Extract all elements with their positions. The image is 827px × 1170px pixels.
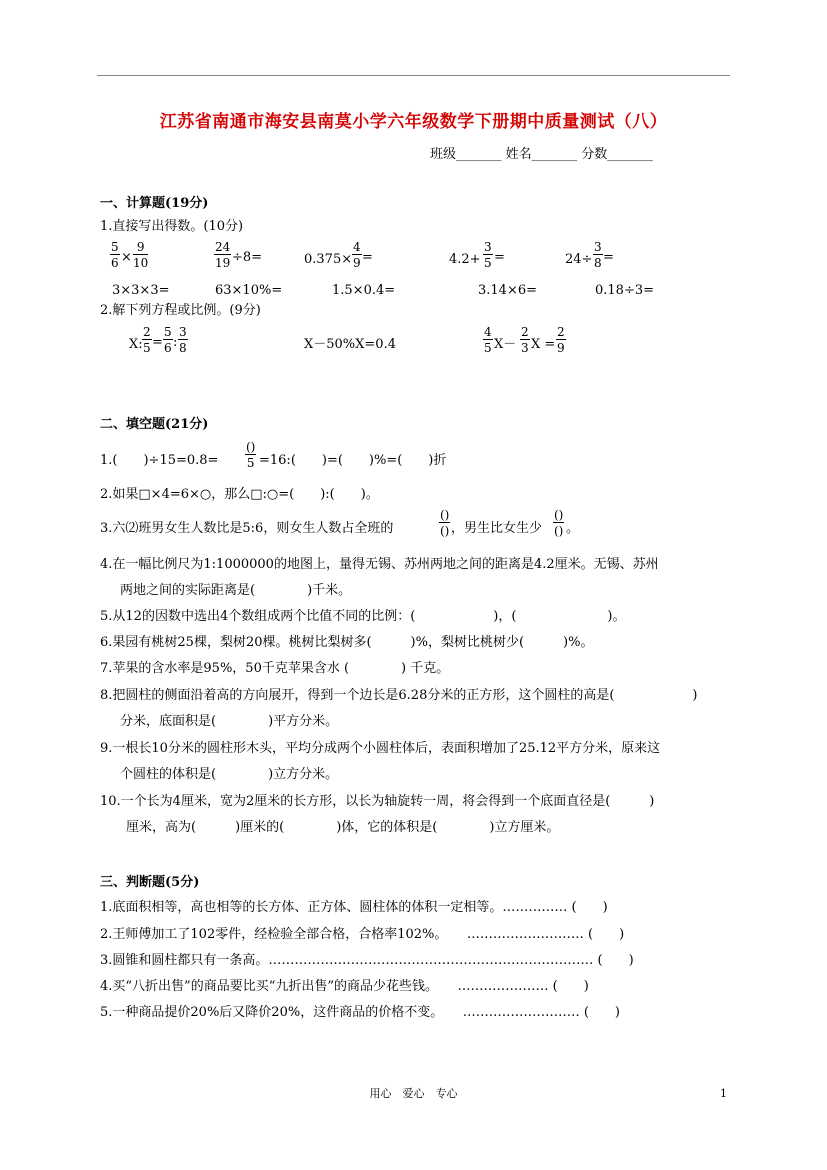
equation-text: X = [531,337,556,352]
question-2-10-cont: 厘米，高为( )厘米的( )体，它的体积是( )立方厘米。 [126,820,560,835]
expression-text: = [603,250,614,265]
expression-text: 24÷ [565,252,593,267]
header-rule [97,75,730,76]
judgment-item: 5.一种商品提价20%后又降价20%，这件商品的价格不变。 ……………………… ( ) [100,1005,620,1020]
question-2-8: 8.把圆柱的侧面沿着高的方向展开，得到一个边长是6.28分米的正方形，这个圆柱的高是( ) [100,688,698,703]
question-2-7: 7.苹果的含水率是95%，50千克苹果含水 ( ) 千克。 [100,661,450,676]
expression-text: 0.375× [304,252,353,267]
question-2-2: 2.如果□×4=6×○，那么□:○=( ):( )。 [100,487,379,502]
fraction: () () [554,508,564,538]
question-2-3-mid: ，男生比女生少 [451,521,543,536]
fraction: $\frac{2}{9}$ [557,325,565,355]
section-2-heading: 二、填空题(21分) [100,417,209,432]
question-2-4: 4.在一幅比例尺为1:1000000的地图上，量得无锡、苏州两地之间的距离是4.2厘米。无锡、苏州 [100,557,659,572]
expression-text: ÷8= [232,250,263,265]
judgment-item: 3.圆锥和圆柱都只有一条高。………………………………………………………………… ( ) [100,953,634,968]
fraction: () () [440,508,450,538]
fraction: $\frac{2}{3}$ [521,325,529,355]
section-3-heading: 三、判断题(5分) [100,875,200,890]
page-title: 江苏省南通市海安县南莫小学六年级数学下册期中质量测试（八） [159,112,668,132]
fraction: $\frac{3}{8}$ [179,325,187,355]
fraction: $\frac{24}{19}$ [215,240,231,270]
question-2-9: 9.一根长10分米的圆柱形木头，平均分成两个小圆柱体后，表面积增加了25.12平方分米，原来这 [100,741,661,756]
fraction: $\frac{5}{6}$ [164,325,172,355]
question-2-6: 6.果园有桃树25棵，梨树20棵。桃树比梨树多( )%，梨树比桃树少( )%。 [100,635,594,650]
expression-text: 3×3×3= [112,283,170,298]
question-2-4-cont: 两地之间的实际距离是( )千米。 [120,583,352,598]
question-2-5: 5.从12的因数中选出4个数组成两个比值不同的比例：( )，( )。 [100,609,626,624]
fraction: $\frac{3}{5}$ [484,240,492,270]
equation-text: X: [129,337,143,352]
expression-text: 1.5×0.4= [332,283,396,298]
fraction: $\frac{9}{10}$ [133,240,149,270]
expression-text: 0.18÷3= [595,283,655,298]
fraction: $\frac{2}{5}$ [143,325,151,355]
question-2-1: 1.( )÷15=0.8= [100,453,219,468]
page-footer: 用心 爱心 专心 [369,1087,458,1100]
question-2-3: 3.六⑵班男女生人数比是5:6，则女生人数占全班的 [100,521,394,536]
expression-text: 63×10%= [215,283,283,298]
expression-text: 4.2+ [449,252,481,267]
section-1-heading: 一、计算题(19分) [100,196,209,211]
fraction: $\frac{3}{8}$ [594,240,602,270]
fraction: $\frac{5}{6}$ [111,240,119,270]
question-2-3-end: 。 [566,521,580,536]
page-number: 1 [720,1087,727,1100]
equation-text: X－ [494,337,517,352]
expression-text: 3.14×6= [478,283,538,298]
operator: × [121,250,132,265]
fraction: () 5 [246,440,256,470]
fraction: $\frac{4}{5}$ [484,325,492,355]
expression-text: = [362,250,373,265]
equation-text: X－50%X=0.4 [304,337,396,352]
question-2-8-cont: 分米，底面积是( )平方分米。 [120,714,339,729]
judgment-item: 1.底面积相等，高也相等的长方体、正方体、圆柱体的体积一定相等。…………… ( ) [100,900,608,915]
judgment-item: 2.王师傅加工了102零件，经检验全部合格，合格率102%。 ……………………… ( ) [100,927,625,942]
student-info-line: 班级_______ 姓名_______ 分数_______ [430,147,653,162]
equation-text: = [152,335,163,350]
question-2-10: 10.一个长为4厘米，宽为2厘米的长方形，以长为轴旋转一周，将会得到一个底面直径是( ) [100,794,655,809]
question-1-2: 2.解下列方程或比例。(9分) [100,303,261,318]
equation-text: : [173,335,178,350]
judgment-item: 4.买“八折出售”的商品要比买“九折出售”的商品少花些钱。 ………………… ( ) [100,979,589,994]
question-2-9-cont: 个圆柱的体积是( )立方分米。 [120,767,339,782]
expression-text: = [494,250,505,265]
question-2-1-rest: =16:( )=( )%=( )折 [259,453,447,468]
question-1-1: 1.直接写出得数。(10分) [100,219,244,234]
fraction: $\frac{4}{9}$ [353,240,361,270]
